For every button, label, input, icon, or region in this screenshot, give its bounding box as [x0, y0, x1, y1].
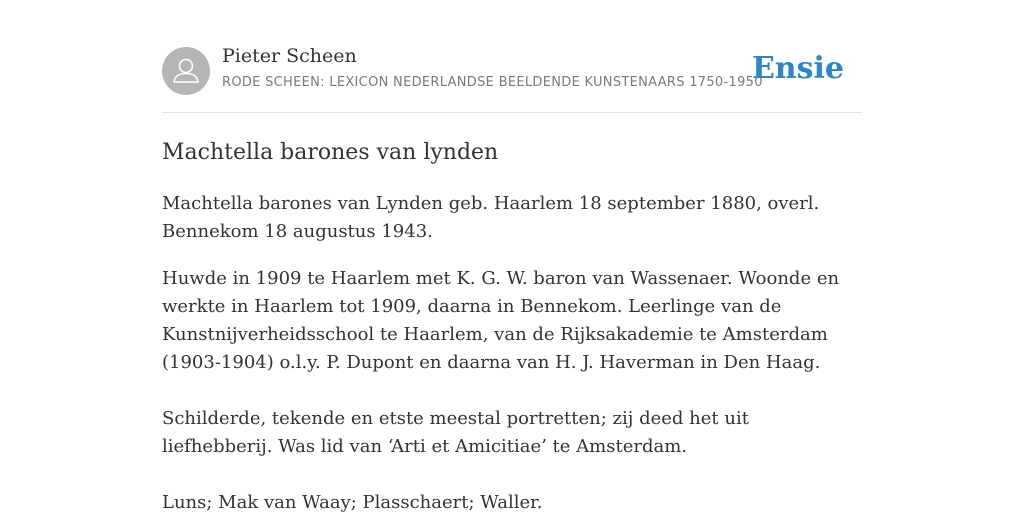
author-name[interactable]: Pieter Scheen — [222, 45, 357, 67]
paragraph-work: Schilderde, tekende en etste meestal portretten; zij deed het uit liefhebberij. Was lid van ‘Arti et Amicitiae’ te Amsterdam. — [162, 408, 749, 457]
paragraph-intro: Machtella barones van Lynden geb. Haarlem 18 september 1880, overl. Bennekom 18 augustus 1943. — [162, 193, 820, 242]
page-title: Machtella barones van lynden — [162, 140, 499, 165]
article-container — [162, 0, 862, 512]
paragraph-biography: Huwde in 1909 te Haarlem met K. G. W. baron van Wassenaer. Woonde en werkte in Haarlem tot 1909, daarna in Bennekom. Leerlinge van de Kunstnijverheidsschool te Haarlem, van de Rijksakademie te Amsterdam (1903-1904) o.l.y. P. Dupont en daarna van H. J. Haverman in Den Haag. — [162, 268, 840, 373]
brand-logo[interactable]: Ensie — [751, 51, 844, 86]
paragraph-sources: Luns; Mak van Waay; Plasschaert; Waller. — [162, 492, 543, 512]
user-silhouette-icon — [162, 47, 210, 95]
article-header — [162, 0, 862, 113]
source-title[interactable]: RODE SCHEEN: LEXICON NEDERLANDSE BEELDENDE KUNSTENAARS 1750-1950 — [222, 75, 763, 90]
avatar[interactable] — [162, 47, 210, 95]
